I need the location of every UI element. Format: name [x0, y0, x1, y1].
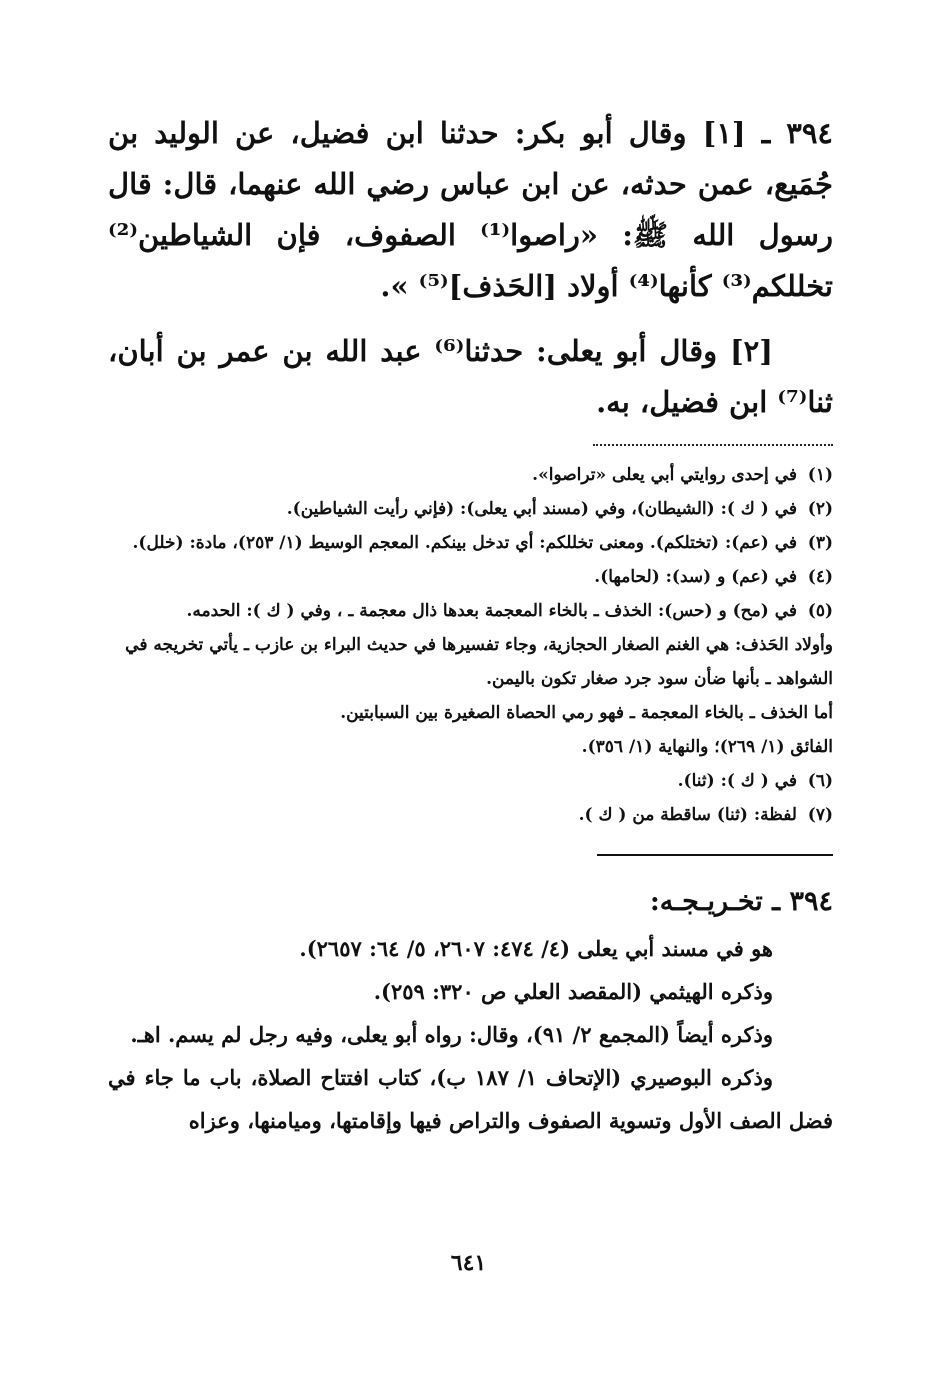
takhrij-heading: ٣٩٤ ـ تخـريـجـه: — [649, 886, 833, 917]
footnote-7 — [108, 798, 833, 832]
footnote-text: في (عم): (تختلكم). ومعنى تخللكم: أي تدخل بينكم. المعجم الوسيط (١/ ٢٥٣)، مادة: (خلل). — [132, 533, 797, 553]
footnote-1 — [108, 458, 833, 492]
document-page — [108, 108, 833, 1314]
dotted-separator — [593, 442, 833, 446]
hadith-paragraph-2: [٢] وقال أبو يعلى: حدثنا⁽⁶⁾ عبد الله بن عمر بن أبان، ثنا⁽⁷⁾ ابن فضيل، به. — [108, 334, 833, 419]
hadith-paragraph-1: ٣٩٤ ـ [١] وقال أبو بكر: حدثنا ابن فضيل، عن الوليد بن جُمَيع، عمن حدثه، عن ابن عباس رضي الله عنهما، قال: قال رسول الله ﷺ: «راصوا⁽¹⁾ الصفوف، فإن الشياطين⁽²⁾ تخللكم⁽³⁾ كأنها⁽⁴⁾ أولاد [الحَذف]⁽⁵⁾ ». — [108, 116, 833, 303]
footnote-number: (٧) — [807, 805, 833, 825]
footnote-5-continuation-3: الفائق (١/ ٢٦٩)؛ والنهاية (١/ ٣٥٦). — [581, 737, 833, 757]
footnote-text: في إحدى روايتي أبي يعلى «تراصوا». — [532, 465, 797, 485]
footnote-4 — [108, 560, 833, 594]
footnote-text: في ( ك ): (الشيطان)، وفي (مسند أبي يعلى): (فإني رأيت الشياطين). — [286, 499, 797, 519]
takhrij-line-3: وذكره أيضاً (المجمع ٢/ ٩١)، وقال: رواه أبو يعلى، وفيه رجل لم يسم. اهـ. — [130, 1022, 773, 1047]
footnote-3 — [108, 526, 833, 560]
page-number: ٦٤١ — [450, 1250, 487, 1276]
footnote-5-continuation-2: أما الخذف ـ بالخاء المعجمة ـ فهو رمي الحصاة الصغيرة بين السبابتين. — [340, 703, 833, 723]
footnote-number: (١) — [807, 465, 833, 485]
footnote-text: في (مح) و (حس): الخذف ـ بالخاء المعجمة بعدها ذال معجمة ـ ، وفي ( ك ): الحدمه. — [186, 601, 797, 621]
footnote-2 — [108, 492, 833, 526]
takhrij-line-2: وذكره الهيثمي (المقصد العلي ص ٣٢٠: ٢٥٩). — [373, 979, 773, 1004]
takhrij-line-1: هو في مسند أبي يعلى (٤/ ٤٧٤: ٢٦٠٧، ٥/ ٦٤: ٢٦٥٧). — [299, 936, 773, 961]
footnote-6 — [108, 764, 833, 798]
footnote-number: (٣) — [807, 533, 833, 553]
footnote-text: في (عم) و (سد): (لحامها). — [594, 567, 797, 587]
section-rule — [597, 854, 833, 856]
footnote-number: (٦) — [807, 771, 833, 791]
footnote-number: (٥) — [807, 601, 833, 621]
footnote-text: في ( ك ): (ثنا). — [677, 771, 797, 791]
hadith-text — [108, 108, 833, 428]
footnote-number: (٢) — [807, 499, 833, 519]
footnote-5-continuation-1: وأولاد الحَذف: هي الغنم الصغار الحجازية، وجاء تفسيرها في حديث البراء بن عازب ـ يأتي تخريجه في الشواهد ـ بأنها ضأن سود جرد صغار تكون باليمن. — [125, 635, 833, 689]
footnote-text: لفظة: (ثنا) ساقطة من ( ك ). — [578, 805, 797, 825]
footnote-number: (٤) — [807, 567, 833, 587]
footnotes — [108, 458, 833, 832]
takhrij-line-4: وذكره البوصيري (الإتحاف ١/ ١٨٧ ب)، كتاب افتتاح الصلاة، باب ما جاء في فضل الصف الأول وتسوية الصفوف والتراص فيها وإقامتها، وميامنها، وعزاه — [108, 1065, 833, 1133]
footnote-5 — [108, 594, 833, 628]
takhrij-section — [108, 880, 833, 1142]
